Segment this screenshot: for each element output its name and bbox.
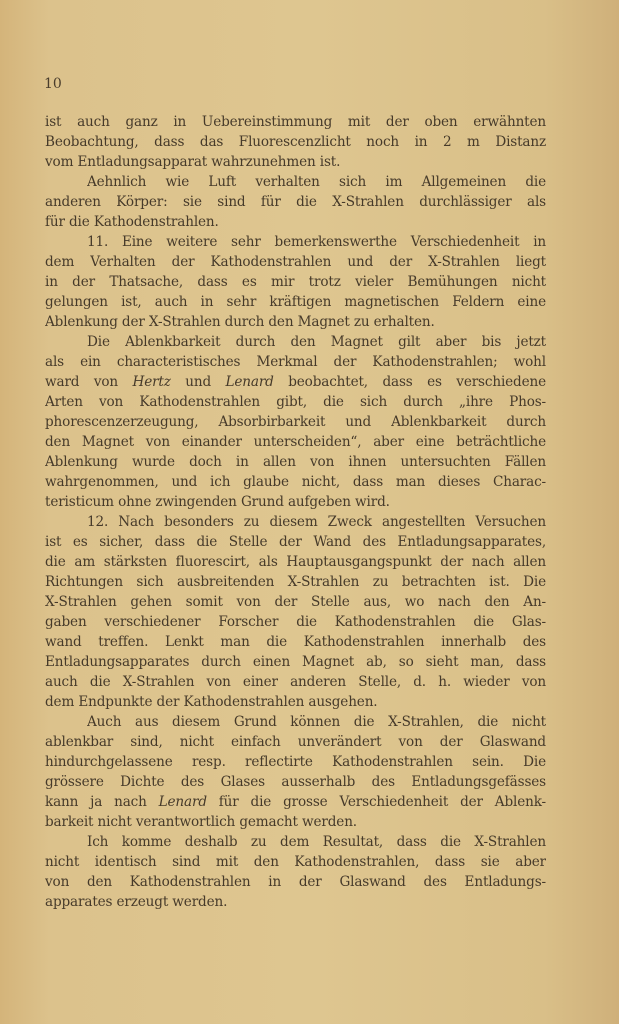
text-line: ablenkbar sind, nicht einfach unverändert von der Glaswand [45,734,546,750]
text: für die grosse Verschiedenheit der Ablenk- [206,794,546,810]
text-line: Ablenkung wurde doch in allen von ihnen untersuchten Fällen [45,454,546,470]
text-line: nicht identisch sind mit den Kathodenstrahlen, dass sie aber [45,854,546,870]
text-line [45,372,546,392]
text-line: apparates erzeugt werden. [45,894,228,910]
text-line: dem Endpunkte der Kathodenstrahlen ausgehen. [45,694,378,710]
text-line: den Magnet von einander unterscheiden“, aber eine beträchtliche [45,434,546,450]
text-line: Aehnlich wie Luft verhalten sich im Allgemeinen die [87,174,546,190]
text-line: wand treffen. Lenkt man die Kathodenstrahlen innerhalb des [45,634,546,650]
text-line [45,792,546,812]
text-line: für die Kathodenstrahlen. [45,214,219,230]
text-line: ist es sicher, dass die Stelle der Wand des Entladungsapparates, [45,534,546,550]
text-line: X-Strahlen gehen somit von der Stelle aus, wo nach den An- [45,594,546,610]
text-line: als ein characteristisches Merkmal der Kathodenstrahlen; wohl [45,354,546,370]
text: beobachtet, dass es verschiedene [273,374,546,390]
text: ward von [45,374,133,390]
text-line: teristicum ohne zwingenden Grund aufgeben wird. [45,494,390,510]
text-line: dem Verhalten der Kathodenstrahlen und der X-Strahlen liegt [45,254,546,270]
text-line: Arten von Kathodenstrahlen gibt, die sich durch „ihre Phos- [45,394,546,410]
text-line: Richtungen sich ausbreitenden X-Strahlen zu betrachten ist. Die [45,574,546,590]
text-line: auch die X-Strahlen von einer anderen Stelle, d. h. wieder von [45,674,546,690]
text: kann ja nach [45,794,159,810]
text-line: phorescenzerzeugung, Absorbirbarkeit und Ablenkbarkeit durch [45,414,546,430]
author-name: Lenard [225,374,274,390]
author-name: Hertz [132,374,171,390]
author-name: Lenard [158,794,207,810]
text-line: grössere Dichte des Glases ausserhalb des Entladungsgefässes [45,774,546,790]
text-line: Auch aus diesem Grund können die X-Strahlen, die nicht [87,714,546,730]
text-line: Ich komme deshalb zu dem Resultat, dass die X-Strahlen [87,834,546,850]
text-line: die am stärksten fluorescirt, als Hauptausgangspunkt der nach allen [45,554,546,570]
text-line: vom Entladungsapparat wahrzunehmen ist. [45,154,341,170]
text-line: Entladungsapparates durch einen Magnet ab, so sieht man, dass [45,654,546,670]
text-line: Beobachtung, dass das Fluorescenzlicht noch in 2 m Distanz [45,134,546,150]
text-line: anderen Körper: sie sind für die X-Strahlen durchlässiger als [45,194,546,210]
text-line: Die Ablenkbarkeit durch den Magnet gilt aber bis jetzt [87,334,546,350]
text-line: gaben verschiedener Forscher die Kathodenstrahlen die Glas- [45,614,546,630]
text-line: von den Kathodenstrahlen in der Glaswand des Entladungs- [45,874,546,890]
page-number: 10 [44,76,62,92]
text: und [170,374,226,390]
text-line: hindurchgelassene resp. reflectirte Kathodenstrahlen sein. Die [45,754,546,770]
text-line: wahrgenommen, und ich glaube nicht, dass man dieses Charac- [45,474,546,490]
text-line: in der Thatsache, dass es mir trotz vieler Bemühungen nicht [45,274,546,290]
text-line: 11. Eine weitere sehr bemerkenswerthe Verschiedenheit in [87,234,546,250]
text-line: Ablenkung der X-Strahlen durch den Magnet zu erhalten. [45,314,435,330]
text-line: gelungen ist, auch in sehr kräftigen magnetischen Feldern eine [45,294,546,310]
text-line: barkeit nicht verantwortlich gemacht werden. [45,814,357,830]
text-line: ist auch ganz in Uebereinstimmung mit der oben erwähnten [45,114,546,130]
text-line: 12. Nach besonders zu diesem Zweck angestellten Versuchen [87,514,546,530]
